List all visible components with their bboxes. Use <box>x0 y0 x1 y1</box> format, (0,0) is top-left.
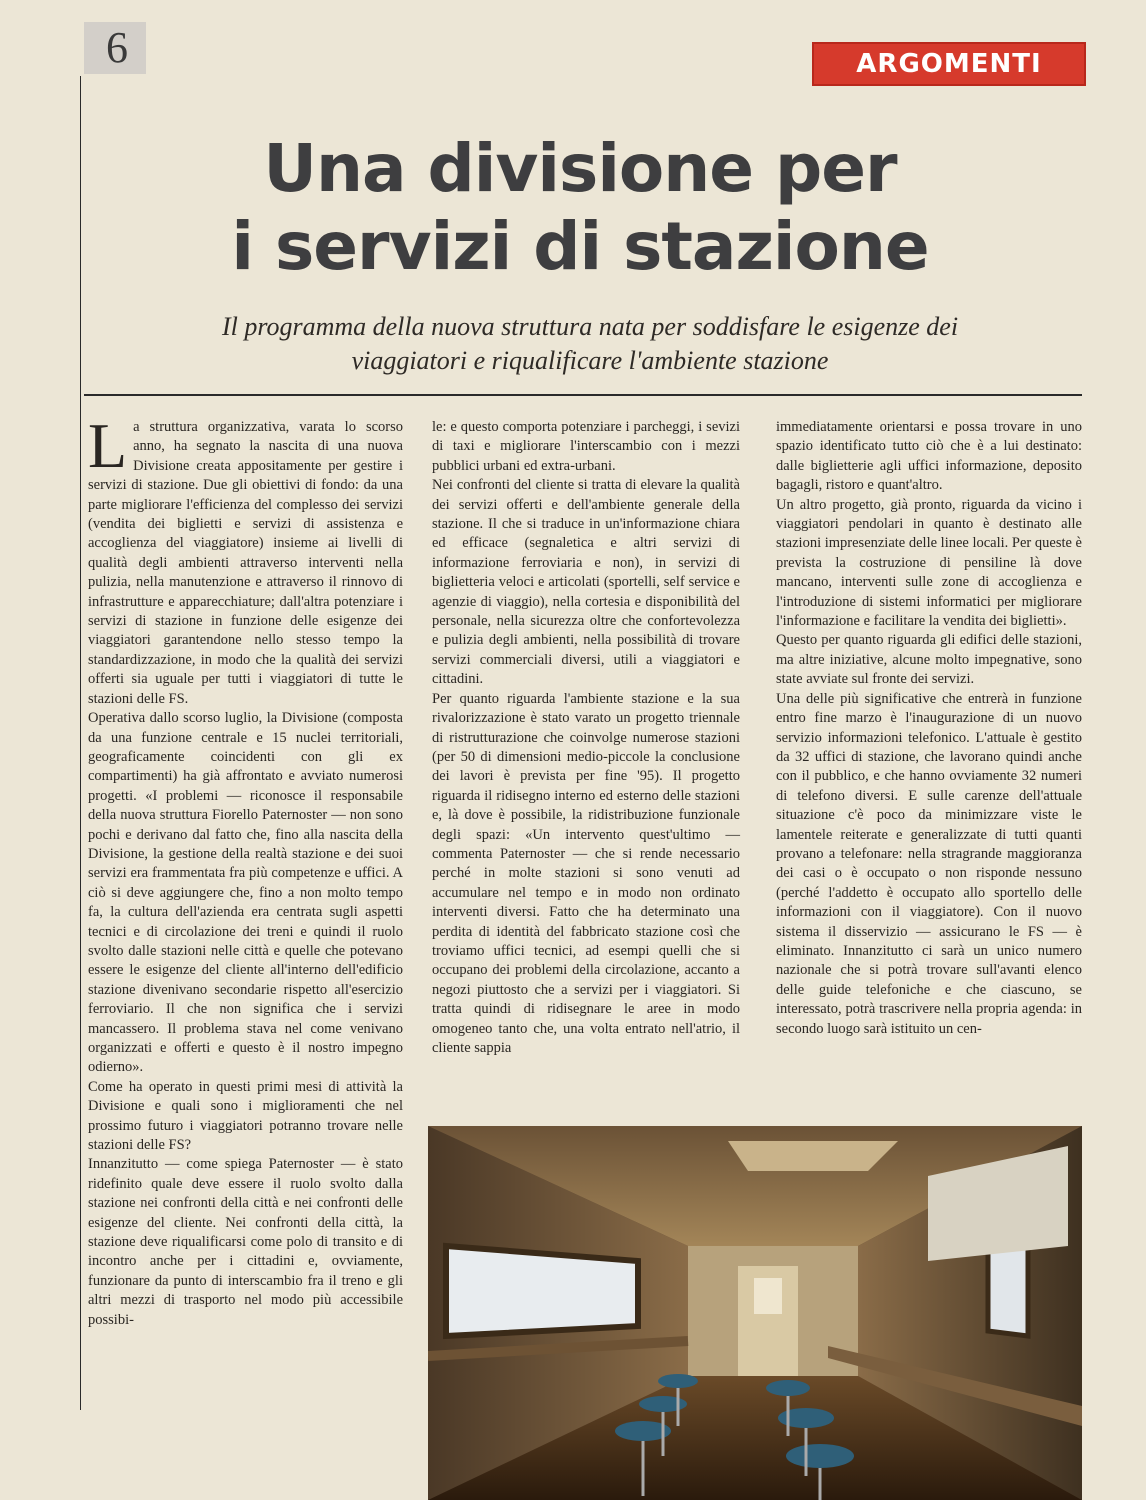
subtitle-line-2: viaggiatori e riqualificare l'ambiente stazione <box>351 346 829 375</box>
page-number: 6 <box>84 22 146 74</box>
train-car-interior-photo <box>428 1126 1082 1500</box>
paragraph: Innanzitutto — come spiega Paternoster — è stato ridefinito quale deve essere il ruolo svolto dalla stazione nei confronti della città e nei confronti delle esigenze del cliente. Nei confronti della città, la stazione deve riqualificarsi come polo di transito e di incontro anche per i cittadini e, ovviamente, funzionare da punto di interscambio fra il treno e gli altri mezzi di trasporto nel modo più accessibile possibi- <box>88 1156 403 1328</box>
section-label: ARGOMENTI <box>812 42 1086 86</box>
paragraph: immediatamente orientarsi e possa trovare in uno spazio identificato tutto ciò che è a lui destinato: dalle biglietterie agli uffici informazione, deposito bagagli, ristoro e quant'altro. <box>776 419 1082 494</box>
title-line-2: i servizi di stazione <box>231 208 929 285</box>
paragraph: Una delle più significative che entrerà in funzione entro fine marzo è l'inaugurazione di un nuovo servizio informazioni telefonico. L'attuale è gestito da 32 uffici di stazione, che lavorano quindi anche con il pubblico, e che hanno ovviamente 32 numeri di telefono diversi. E sulle carenze dell'attuale situazione c'è poco da minimizzare viste le lamentele reiterate e generalizzate di tutti quanti provano a telefonare: nella stragrande maggioranza dei casi o è occupato o non risponde nessuno (perché l'addetto è occupato allo sportello delle informazioni con il viaggiatore). Con il nuovo sistema il disservizio — assicurano le FS — è eliminato. Innanzitutto ci sarà un unico numero nazionale che si potrà trovare sull'avanti elenco delle guide telefoniche e che ciascuno, se interessato, potrà trascrivere nella propria agenda: in secondo luogo sarà istituito un cen- <box>776 690 1082 1037</box>
subtitle-line-1: Il programma della nuova struttura nata per soddisfare le esigenze dei <box>221 312 959 341</box>
paragraph: Un altro progetto, già pronto, riguarda da vicino i viaggiatori pendolari in quanto è destinato alle stazioni impresenziate delle linee locali. Per queste è prevista la costruzione di pensiline là dove mancano, interventi sulle zone di accoglienza e l'introduzione di sistemi informatici per migliorare l'informazione e facilitare la vendita dei biglietti». <box>776 496 1082 630</box>
text-column-3 <box>776 418 1082 1039</box>
left-margin-rule <box>80 76 81 1410</box>
text-column-2 <box>432 418 740 1058</box>
title-line-1: Una divisione per <box>263 130 897 207</box>
photo-illustration <box>428 1126 1082 1500</box>
drop-cap: L <box>88 410 128 481</box>
title-divider <box>84 394 1082 396</box>
paragraph: Questo per quanto riguarda gli edifici delle stazioni, ma altre iniziative, alcune molto impegnative, sono state avviate sul fronte dei servizi. <box>776 632 1082 688</box>
paragraph: Come ha operato in questi primi mesi di attività la Divisione e quali sono i miglioramenti che nel prossimo futuro i viaggiatori potranno trovare nelle stazioni delle FS? <box>88 1078 403 1154</box>
text-column-1 <box>88 410 403 1330</box>
paragraph <box>88 410 403 709</box>
article-title <box>100 130 1060 286</box>
paragraph: Per quanto riguarda l'ambiente stazione e la sua rivalorizzazione è stato varato un progetto triennale di ristrutturazione che coinvolge numerose stazioni (per 50 di dimensioni medio-piccole la conclusione dei lavori è prevista per fine '95). Il progetto riguarda il ridisegno interno ed esterno delle stazioni e, là dove è possibile, la ridistribuzione funzionale degli spazi: «Un intervento quest'ultimo — commenta Paternoster — che si rende necessario perché in molte stazioni si sono venuti ad accumulare nel tempo e in modo non ordinato interventi diversi. Fatto che ha determinato una perdita di identità del fabbricato stazione così che troviamo uffici tecnici, ad esempi quelli che si occupano dei problemi della circolazione, accanto a negozi piuttosto che a servizi per i viaggiatori. Si tratta quindi di ridisegnare le aree in modo omogeneo tanto che, una volta entrato nell'atrio, il cliente sappia <box>432 690 740 1056</box>
article-subtitle <box>120 310 1060 378</box>
paragraph: le: e questo comporta potenziare i parcheggi, i sevizi di taxi e migliorare l'interscambio con i mezzi pubblici urbani ed extra-urbani. <box>432 419 740 474</box>
paragraph: Nei confronti del cliente si tratta di elevare la qualità dei servizi offerti e dell'ambiente generale della stazione. Il che si traduce in un'informazione chiara ed efficace (segnaletica e altri servizi di informazione ferroviaria e non), in servizi di biglietteria veloci e articolati (sportelli, self service e agenzie di viaggio), nella cortesia e disponibilità del personale, nella sicurezza oltre che confortevolezza e pulizia degli ambienti, nella possibilità di trovare servizi commerciali diversi, utili a viaggiatori e cittadini. <box>432 477 740 688</box>
paragraph: Operativa dallo scorso luglio, la Divisione (composta da una funzione centrale e 15 nuclei territoriali, geograficamente coincidenti con gli ex compartimenti) ha già affrontato e avviato numerosi progetti. «I problemi — riconosce il responsabile della nuova struttura Fiorello Paternoster — non sono pochi e derivano dal fatto che, fino alla nascita della Divisione, la gestione della realtà stazione e dei suoi servizi era frammentata fra più competenze e uffici. A ciò si deve aggiungere che, fino a non molto tempo fa, la cultura dell'azienda era centrata sugli aspetti tecnici e di circolazione dei treni e quindi il ruolo svolto dalle stazioni nelle città e quelle che potevano essere le esigenze del cliente all'interno dell'edificio stazione divenivano secondarie rispetto all'esercizio ferroviario. Il che non significa che i servizi mancassero. Il problema stava nel come venivano organizzati e offerti e questo è il nostro impegno odierno». <box>88 710 403 1076</box>
paragraph-text: a struttura organizzativa, varata lo scorso anno, ha segnato la nascita di una nuova Divisione creata appositamente per gestire i servizi di stazione. Due gli obiettivi di fondo: da una parte migliorare l'efficienza del complesso dei servizi (vendita dei biglietti e servizi di assistenza e accoglienza del viaggiatore) insieme ai livelli di qualità degli ambienti attraverso interventi nella pulizia, nella manutenzione e attraverso il rinnovo di infrastrutture e apparecchiature; dall'altra potenziare i servizi di stazione in funzione delle esigenze dei viaggiatori garantendone nello stesso tempo la standardizzazione, in modo che la qualità dei servizi offerti sia uguale per tutti i viaggiatori di tutte le stazioni delle FS. <box>88 419 403 707</box>
